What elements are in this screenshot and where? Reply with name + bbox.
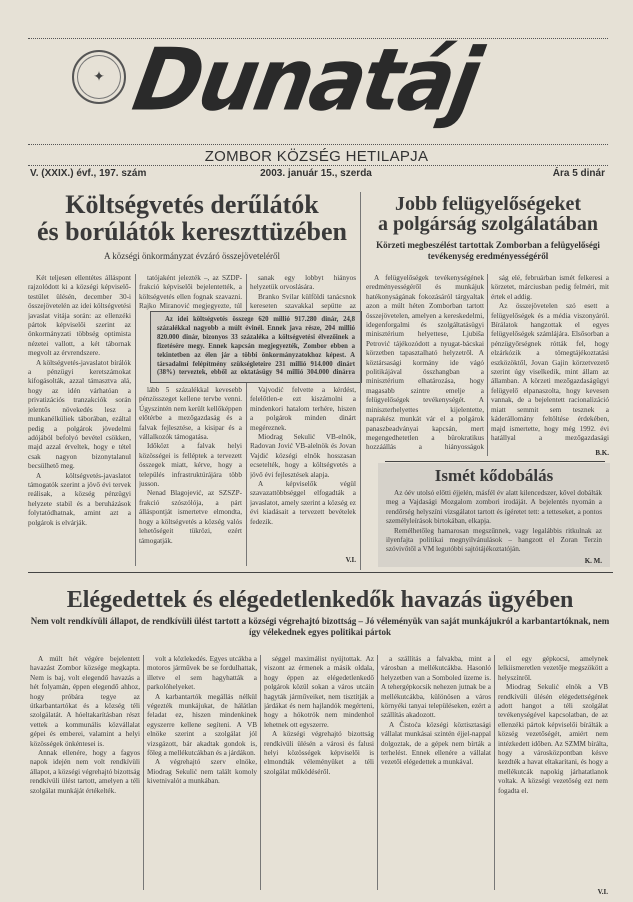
paragraph: Miodrag Sekulić VB-elnök, Radovan Jović VB-alelnök és Jovan Vajdić községi elnök hosszasan ecsetelték, hogy a költségvetés a jövő évi fejlesztések alapja. — [250, 433, 356, 479]
author-signature: V.I. — [345, 556, 356, 564]
paragraph: A karbantartók megállás nélkül végezték munkájukat, de hálátlan feladat ez, hiszen mindenkinek egyszerre kellene segíteni. A VB elnöke szerint a szolgálat jól vizsgázott, bár akadtak gondok is, főleg a mellékutcákban és a járdákon. — [147, 692, 257, 758]
paragraph: Vajvodić felvette a kérdést, felelőtlen-e ezt kiszámolni a mindenkori hatalom terhére, hiszen a polgárok minden dinárt megéreznek. — [250, 386, 356, 432]
issue-date: 2003. január 15., szerda — [260, 168, 372, 179]
paragraph: lább 5 százalékkal kevesebb pénzösszeget kellene tervbe venni. Úgyszintén nem került kellőképpen előtérbe a mezőgazdaság és a falvak fejlesztése, a kisipar és a vállalkozók támogatása. — [139, 386, 242, 442]
article-column — [366, 274, 484, 452]
column-divider — [494, 655, 495, 890]
section-rule — [385, 461, 605, 462]
masthead-rule — [28, 144, 608, 145]
article-stone-throwing — [378, 463, 610, 567]
article-column — [139, 274, 242, 310]
subheadline: A községi önkormányzat évzáró összejöveteléről — [104, 251, 280, 262]
column-divider — [487, 274, 488, 456]
budget-info-box — [150, 311, 362, 383]
paragraph: Időközt a falvak helyi közösségei is felléptek a tervezett összegek miatt, kérve, hogy a település infrastruktúrájára több jusson. — [139, 442, 242, 489]
paragraph: A végrehajtó szerv elnöke, Miodrag Sekulić nem talált komoly kivetnivalót a munkában. — [147, 758, 257, 786]
paragraph: Nenad Blagojević, az SZSZP-frakció szószólója, a párt álláspontját ismertetve elmondta, hogy a költségvetés a község valós lehetőségeit tükrözi, ezért támogatják. — [139, 489, 242, 545]
author-signature: K. M. — [584, 557, 602, 565]
paragraph: Branko Svilar külföldi tanácsnok kereseten szavakkal sepütte az — [250, 292, 356, 310]
article-column — [139, 386, 242, 566]
paragraph: Remélhetőleg hamarosan megszűnnek, vagy legalábbis ritkulnak az ilyenfajta politikai megnyilvánulások – hangzott el Zoran Terzin szóvivőtől a VM legutóbbi sajtótájékoztatóján. — [386, 526, 602, 554]
paragraph: volt a közlekedés. Egyes utcákba a motoros járművek be se fordulhattak, illetve el sem hagyhatták a parkolóhelyeket. — [147, 655, 257, 692]
article-column — [491, 274, 609, 443]
article-column — [250, 386, 356, 546]
paragraph: A költségvetés-javaslatot támogatók szerint a jövő évi tervek reálisak, a község pénzügyi helyzete stabil és a beruházások folytatódhatnak, amint azt a polgárok is elvárják. — [28, 471, 131, 527]
headline-line: Költségvetés derűlátók — [65, 190, 319, 219]
paragraph: Az óév utolsó előtti éjjelén, másfél év alatt kilencedszer, kővel dobálták meg a Vajdasági Mozgalom zombori irodáját. A bejelentés nyomán a rendőrség helyszíni vizsgálatot tartott és ígéretet tett: a tetteseket, a pontos személyleírások birtokában, elkapja. — [386, 489, 602, 526]
article-body — [386, 489, 602, 555]
paragraph: Annak ellenére, hogy a fagyos napok idején nem volt rendkívüli állapot, a községi végrehajtó bizottság rendkívüli ülést tartott, amelyen a téli szolgálat munkáját értékelték. — [30, 749, 140, 795]
article-column — [250, 274, 356, 310]
paragraph: sanak egy lobbyt hiányos helyzetük orvoslására. — [250, 274, 356, 292]
headline-line: Jobb felügyelőségeket — [394, 193, 582, 215]
subheadline: Nem volt rendkívüli állapot, de rendkívüli ülést tartott a községi végrehajtó bizottság – Jó véleményük van saját munkájukról a karbantartóknak, nem így vélekednek egyes politikai pártok — [30, 616, 610, 638]
column-divider — [135, 274, 136, 566]
section-rule — [28, 572, 613, 573]
article-column — [264, 655, 374, 881]
paragraph: a szállítás a falvakba, mint a városban a mellékutcákba. Hasonló helyzetben van a Somboled üzeme is. A tehergépkocsik nehezen jutnak be a mellékutcákba, különösen a város környéki tanyai településeken, ezért a szállítás akadozott. — [381, 655, 491, 720]
paragraph: A költségvetés-javaslatot bírálók a pénzügyi keretszámokat kifogásolták, azzal támasztva alá, hogy az idén várhatóan a privatizációs tranzakciók során jelentős növekedés lesz a munkanélküliek táborában, ezáltal pedig a polgárok jövedelmi adójából befolyó bevétel csökken, majd azzal érveltek, hogy e tétel csak nagyon bizonytalanul becsülhető meg. — [28, 358, 131, 471]
paragraph: séggel maximálist nyújtottak. Az viszont az érmenek a másik oldala, hogy éppen az elégedetlenkedő polgárok közül sokan a város utcáin hagyták járműveiket, nem tisztítják a járdákat és nem hajlandók megérteni, hogy a hókotrók nem mindenhol lehetnek ott egyszerre. — [264, 655, 374, 729]
paragraph: A múlt hét végére bejelentett havazást Zombor községe megkapta. Nem is baj, volt elegendő havazás a hét folyamán, éppen elegendő ahhoz, hogy próbára tegye az útkarbantartókat és a község téli szolgálatát. A hóeltakarításban részt vettek a kommunális közvállalat gépei és emberei, valamint a helyi közösségek önkéntesei is. — [30, 655, 140, 748]
column-divider — [260, 655, 261, 890]
issue-price: Ára 5 dinár — [552, 168, 605, 179]
headline-line: és borúlátók kereszttüzében — [36, 216, 348, 246]
info-box-text — [157, 316, 355, 378]
newspaper-title: Dunatáj — [126, 30, 486, 131]
headline: Elégedettek és elégedetlenkedők havazás ügyében — [66, 587, 574, 613]
paragraph: A felügyelőségek tevékenységének eredményességéről és munkájuk hatékonyságának fokozásáról tárgyaltak azon a múlt héten Zomborban tartott összejövetelen, amelyen a kereskedelmi, idegenforgalmi és szolgáltatásügyi minisztérium helyettese, Ljubiša Petrović tájékozódott a nyugat-bácskai körzetben tapasztalható helyzetről. A köztársasági kormány ide vágó politikájával összhangban a minisztérium elhatározása, hogy magasabb szintre emelje a felügyelőségek tevékenységét. A miniszterhelyettes kijelentette, naprakész munkát vár el a polgárok panaszbeadványai kapcsán, mert megengedhetetlen a bürokratikus hozzáállás a hiányosságok — [366, 274, 484, 452]
issue-number: V. (XXIX.) évf., 197. szám — [30, 168, 147, 179]
article-column — [381, 655, 491, 881]
article-column — [30, 655, 140, 881]
paragraph: A Čistoća községi köztisztasági vállalat munkásai szintén éjjel-nappal dolgoztak, de a gépek nem bírták a terhelést. Ennek ellenére a vállalat vezetői elégedettek a munkával. — [381, 720, 491, 767]
paragraph: A községi végrehajtó bizottság rendkívüli ülésén a városi és falusi helyi közösségek képviselői is elmondták véleményüket a téli szolgálat működéséről. — [264, 730, 374, 776]
author-signature: B.K. — [595, 449, 609, 457]
newspaper-tagline: ZOMBOR KÖZSÉG HETILAPJA — [204, 148, 429, 165]
article-inspectorates — [364, 194, 612, 261]
info-box-paragraph: Az idei költségvetés összege 620 millió 917.280 dinár, 24,8 százalékkal nagyobb a múlt évinél. Ennek java része, 204 millió 820.000 dinár, bizonyos 33 százaléka a költségvetési élvezőinek a fizetésére megy. Ennek kapcsán megjegyezték, Zombor ebben a tekintetben az élen jár a többi önkormányzatokhoz képest. A társadalmi felépítmény szükségleteire 231 millió 914.000 dinárt (38%) terveztek, ebből az oktatásügy 94 millió 304.000 dinárra — [157, 316, 355, 377]
paragraph: Miodrag Sekulić elnök a VB rendkívüli ülésén elégedettségének adott hangot a téli szolgálat tevékenységével kapcsolatban, de az ellenzéki pártok képviselői bírálták a község vezetőségét, amiért nem intézkedett időben. Az SZMM bírálta, hogy a városközpontban késve kezdték a havat eltakarítani, és hogy a mellékutcák napokig járhatatlanok voltak. A községi vezetőség ezt nem fogadta el. — [498, 683, 608, 795]
paragraph: tatójaként jelezték –, az SZDP-frakció képviselői bejelentették, a költségvetés ellen fognak szavazni. Rajko Miranović megjegyezte, túl — [139, 274, 242, 310]
article-column — [147, 655, 257, 881]
article-budget — [28, 192, 356, 262]
headline: Ismét kődobálás — [434, 466, 554, 485]
article-divider — [360, 192, 361, 570]
paragraph: el egy gépkocsi, amelynek lelkiismeretlen vezetője megszökött a helyszínről. — [498, 655, 608, 682]
paragraph: Az összejövetelen szó esett a felügyelőségek és a média viszonyáról. Bírálatok hangzottak el egyes felügyelőségek számlájára. Elsősorban a pénzügyőrségnek rótták fel, hogy elzárkózik a tömegtájékoztatási eszközöktől, Jovan Gajin körzetvezető szerint úgy viselkedik, mint állam az államban. A körzeti mezőgazdaságügyi felügyelő elpanaszolta, hogy kevesen vannak, de a bejelentett racionalizáció miatt semmit sem tesznek a káderállomány feltöltése érdekében, majd ismertette, hogy még 1992. évi hatállyal a mezőgazdasági — [491, 302, 609, 442]
column-divider — [377, 655, 378, 890]
author-signature: V.I. — [597, 888, 608, 896]
article-column — [498, 655, 608, 881]
article-snow — [20, 588, 620, 638]
masthead-rule — [28, 165, 608, 166]
headline-line: a polgárság szolgálatában — [377, 213, 599, 236]
municipal-seal-logo: ✦ — [72, 50, 126, 104]
paragraph: ság elé, februárban ismét felkeresi a körzetet, márciusban pedig felméri, mit értek el addig. — [491, 274, 609, 301]
column-divider — [143, 655, 144, 890]
paragraph: Két teljesen ellentétes álláspont rajzolódott ki a községi képviselő-testület ülésén, december 30-i összejövetelén az idei költségvetési javaslat vitája során: az ellenzéki pártok képviselői szerint az önkormányzati többség optimista nézetei vallott, a két tábornak megvolt az érvrendszere. — [28, 274, 131, 358]
subheadline: Körzeti megbeszélést tartottak Zomborban a felügyelőségi tevékenység eredményességéről — [376, 239, 600, 261]
article-column — [28, 274, 131, 566]
paragraph: A képviselők végül szavazattöbbséggel elfogadták a javaslatot, amely szerint a község ez évi kiadásait a tervezett bevételek fedezik. — [250, 480, 356, 526]
